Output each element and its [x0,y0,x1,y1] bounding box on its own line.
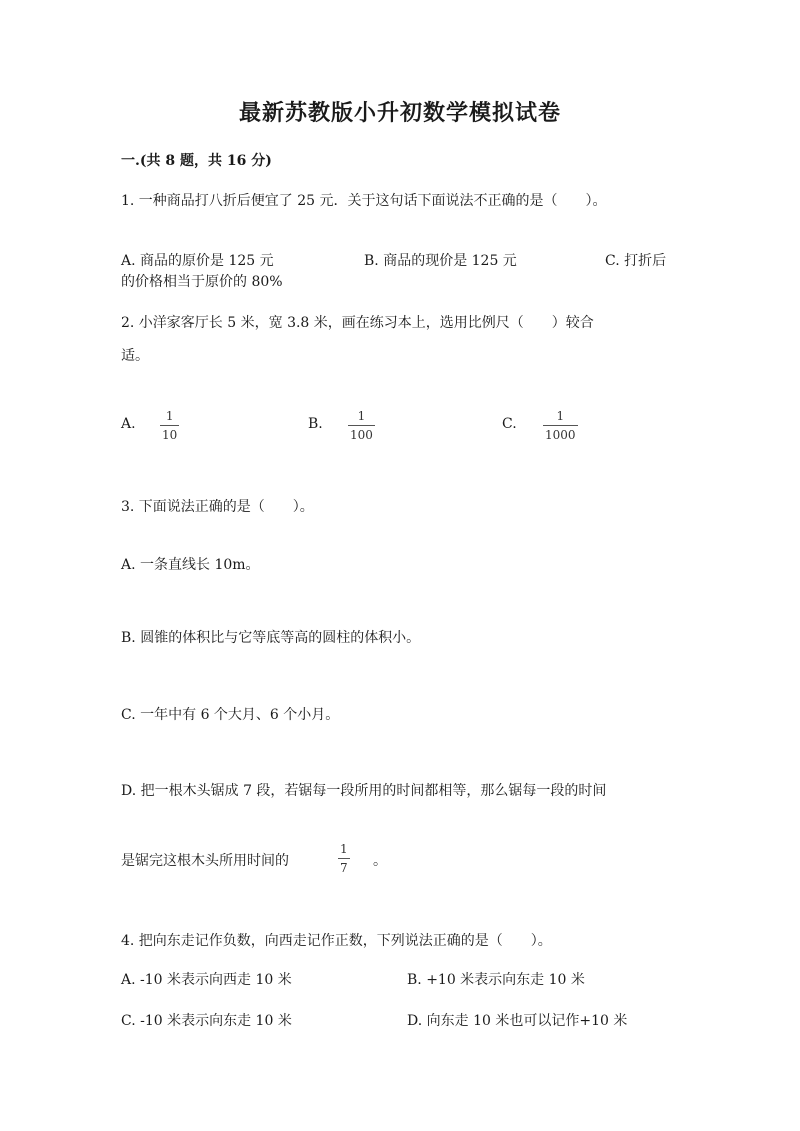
question-4-option-b: B. +10 米表示向东走 10 米 [407,972,585,988]
question-1-stem: 1. 一种商品打八折后便宜了 25 元．关于这句话下面说法不正确的是（ ）。 [121,193,607,209]
question-3-option-d-end: 。 [373,853,387,869]
question-2-option-a-fraction [160,410,179,441]
fraction-numerator: 1 [556,409,565,423]
fraction-denominator: 100 [350,428,373,442]
fraction-numerator: 1 [357,409,366,423]
question-4-option-c: C. -10 米表示向东走 10 米 [121,1013,292,1029]
question-4-stem: 4. 把向东走记作负数，向西走记作正数，下列说法正确的是（ ）。 [121,933,552,949]
question-3-option-d: D. 把一根木头锯成 7 段，若锯每一段所用的时间都相等，那么锯每一段的时间 [121,783,607,799]
question-2-option-b-fraction [348,410,375,441]
question-1-option-b: B. 商品的现价是 125 元 [364,253,517,269]
question-1-option-c: C. 打折后 [605,253,667,269]
question-1-option-a: A. 商品的原价是 125 元 [121,253,274,269]
question-3-option-d-cont: 是锯完这根木头所用时间的 [121,853,289,869]
question-2-option-b-label: B. [308,416,323,432]
fraction-numerator: 1 [340,842,348,856]
question-2-stem: 2. 小洋家客厅长 5 米，宽 3.8 米，画在练习本上，选用比例尺（ ）较合 [121,315,594,331]
section-heading: 一.(共 8 题，共 16 分) [121,153,272,169]
fraction-denominator: 1000 [545,428,576,442]
question-1-option-c-cont: 的价格相当于原价的 80% [121,274,283,290]
fraction-numerator: 1 [165,409,174,423]
question-2-option-a-label: A. [121,416,136,432]
question-4-option-d: D. 向东走 10 米也可以记作+10 米 [407,1013,628,1029]
fraction-denominator: 7 [340,861,348,875]
question-2-option-c-fraction [543,410,578,441]
fraction-denominator: 10 [162,428,178,442]
question-3-option-a: A. 一条直线长 10m。 [121,557,260,573]
question-4-option-a: A. -10 米表示向西走 10 米 [121,972,292,988]
question-3-option-b: B. 圆锥的体积比与它等底等高的圆柱的体积小。 [121,630,421,646]
question-3-option-c: C. 一年中有 6 个大月、6 个小月。 [121,707,340,723]
question-3-stem: 3. 下面说法正确的是（ ）。 [121,499,314,515]
question-3-option-d-fraction [338,843,350,874]
question-2-stem-cont: 适。 [121,348,149,364]
page-title: 最新苏教版小升初数学模拟试卷 [238,100,561,126]
question-2-option-c-label: C. [502,416,517,432]
